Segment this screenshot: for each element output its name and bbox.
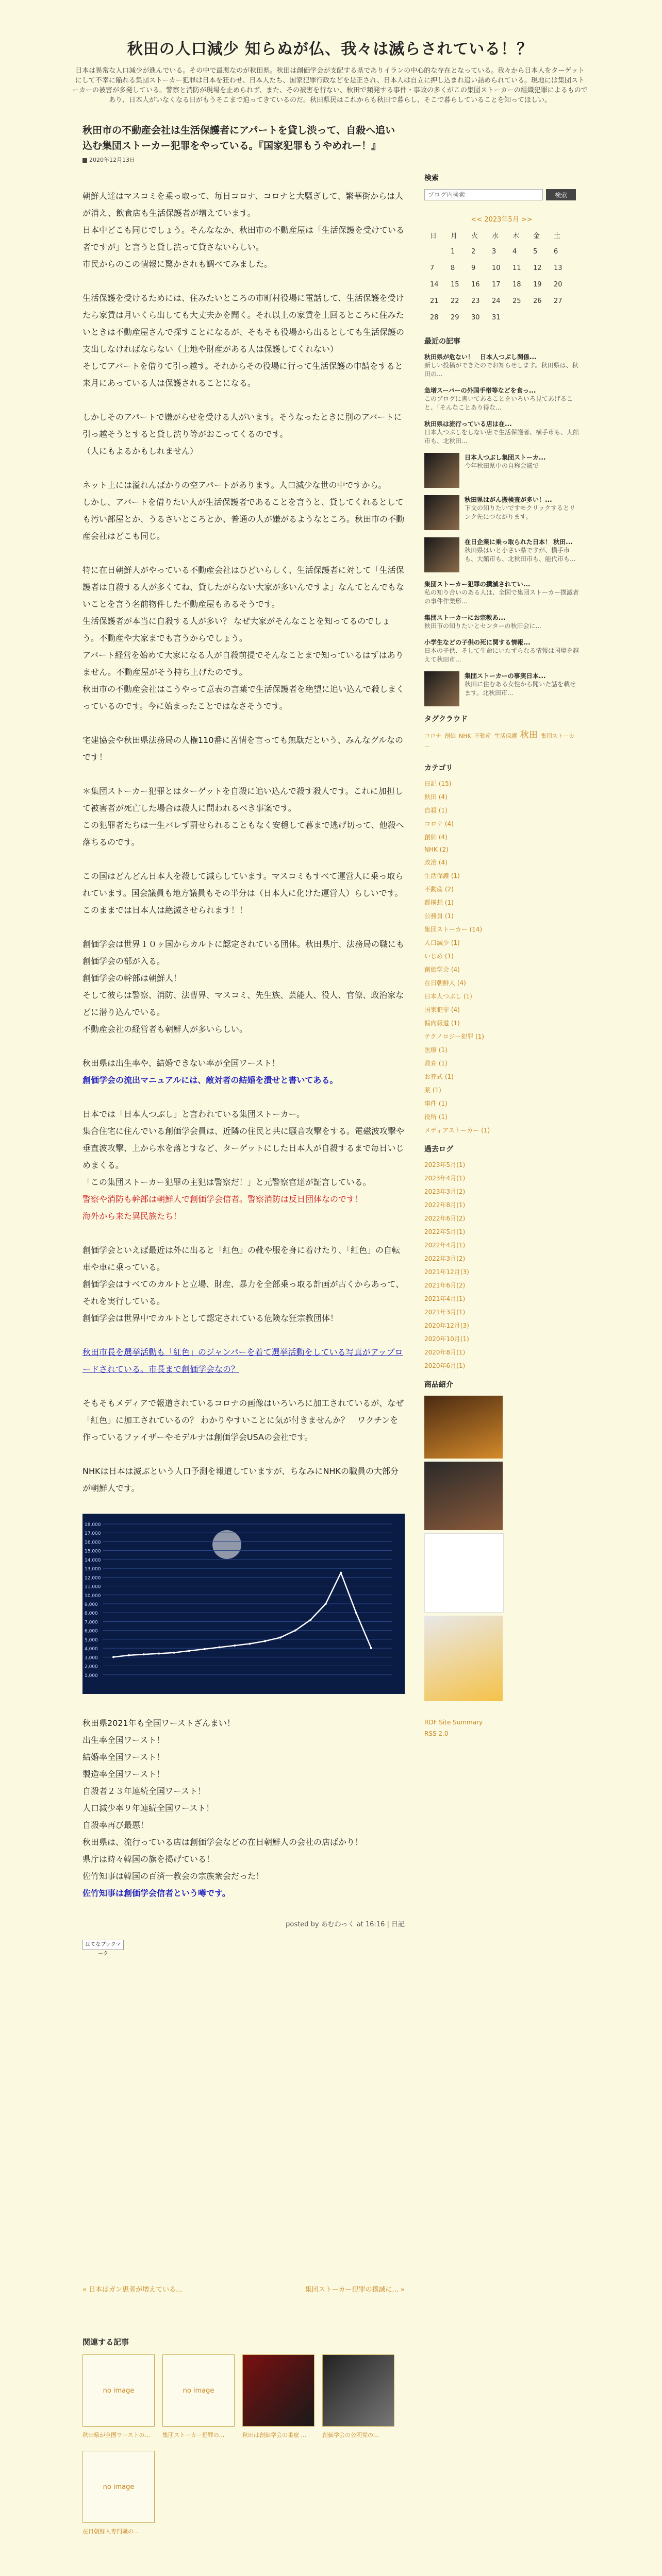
chart-ytick-label: 7,000 [85, 1620, 98, 1625]
archive-item[interactable]: 2023年4月(1) [424, 1175, 466, 1182]
archive-item[interactable]: 2021年6月(2) [424, 1282, 466, 1289]
recent-item[interactable] [424, 580, 579, 606]
entry-line: ネット上には溢れんばかりの空アパートがあります。人口減少な世の中ですから。 [82, 480, 387, 490]
chart-ytick-label: 5,000 [85, 1637, 98, 1643]
ad-image[interactable] [424, 1616, 503, 1701]
blog-title[interactable]: 秋田の人口減少 知らぬが仏、我々は滅らされている！？ [127, 40, 533, 58]
related-item[interactable] [242, 2354, 315, 2439]
chart-point [355, 1612, 357, 1614]
entry-line: 警察や消防も幹部は朝鮮人で創価学会信者。警察消防は反日団体なのです！ [82, 1194, 363, 1204]
search-form [424, 189, 579, 200]
recent-thumb [424, 537, 459, 572]
category-item[interactable]: 自殺 (1) [424, 807, 448, 814]
calendar-day[interactable]: 25 [512, 297, 521, 305]
next-entry-link[interactable]: 集団ストーカー犯罪の撲滅に... » [305, 2286, 405, 2294]
chart-point [249, 1643, 251, 1645]
entry-date-text: 2020年12月13日 [89, 157, 135, 163]
recent-text: 下文の知りたいですモクリックするとリンク先につながります。 [465, 504, 576, 520]
tag-link[interactable]: 集団ストーカー [424, 733, 575, 750]
entry-line: （人にもよるかもしれません） [82, 446, 198, 456]
calendar-day [553, 309, 574, 326]
entry-line: しかし、アパートを借りたい人が生活保護者であることを言うと、貸してくれるとしても汚い部屋とか、うるさいところとか、普通の人が嫌がるようなところ。秋田市の不動産会社はどこも同じ。 [82, 497, 405, 541]
entry-paragraph [82, 1463, 405, 1497]
calendar-day[interactable]: 31 [492, 313, 501, 321]
entry-body [82, 188, 405, 1902]
category-item[interactable]: 創価学会 (4) [424, 966, 460, 973]
category-item[interactable]: お葬式 (1) [424, 1073, 454, 1080]
archive-item[interactable]: 2020年10月(1) [424, 1335, 469, 1343]
chart-ytick-label: 9,000 [85, 1602, 98, 1607]
entry-line: そしてアパートを借りて引っ越す。それからその役場に行って生活保護の申請をすると来月にあっている人は保護されることになる。 [82, 361, 403, 388]
related-thumb-image [322, 2354, 394, 2427]
calendar-week [429, 276, 574, 293]
calendar-day[interactable]: 22 [451, 297, 459, 305]
calendar-weekday: 金 [533, 232, 540, 240]
recent-title[interactable]: 集団ストーカーにお宗教あ... [424, 614, 506, 621]
chart-ytick-label: 2,000 [85, 1664, 98, 1670]
entry-title: 秋田市の不動産会社は生活保護者にアパートを貸し渋って、自殺へ追い込む集団ストーカー犯罪をやっている。『国家犯罪もうやめれー！』 [82, 125, 395, 151]
entry-line: 創価学会はすべてのカルトと立場、財産、暴力を全部乗っ取る計画が古くからあって、それを実行している。 [82, 1279, 404, 1306]
tag-link[interactable]: NHK [459, 733, 471, 739]
entry-line: 創価学会は世界中でカルトとして認定されている危険な狂宗教団体！ [82, 1313, 339, 1323]
calendar-day[interactable]: 6 [554, 247, 558, 256]
recent-title[interactable]: 急増スーパーの外国手帯等などを食っ... [424, 387, 536, 394]
category-item[interactable]: 集団ストーカー (14) [424, 926, 483, 933]
chart-light-glare [212, 1530, 241, 1559]
related-entries [82, 2336, 405, 2535]
chart-point [112, 1656, 114, 1658]
calendar-day[interactable]: 27 [554, 297, 562, 305]
category-item[interactable]: 日記 (15) [424, 780, 452, 787]
recent-list [424, 352, 579, 706]
recent-title[interactable]: 秋田県が危ない！ 日本人つぶし関係... [424, 353, 537, 361]
entry-footer[interactable]: posted by あむわっく at 16:16 | 日記 [286, 1921, 405, 1928]
recent-text: 秋田県はいと小さい県ですが、横手市も、大館市も、北秋田市も、能代市も... [465, 547, 576, 563]
recent-thumb [424, 671, 459, 706]
category-item[interactable]: 秋田 (4) [424, 793, 448, 801]
chart-ytick-label: 10,000 [85, 1593, 101, 1599]
chart-ytick-label: 18,000 [85, 1522, 101, 1528]
calendar-day[interactable]: 28 [430, 313, 439, 321]
entry-line: この国はどんどん日本人を殺して減らしています。マスコミもすべて運営人に乗っ取られています。国会議員も地方議員もその半分は（日本人に化けた運営人）らしいです。このままでは日本人は絶滅させられます！！ [82, 871, 404, 915]
recent-text: 今年秋田県中の自称会議で [465, 462, 539, 469]
recent-title[interactable]: 集団ストーカー犯罪の撲滅されてい... [424, 581, 531, 588]
entry-line: 佐竹知事は韓国の百済一教会の宗族衆会だった！ [82, 1871, 264, 1881]
entry-paragraph [82, 562, 405, 715]
calendar-day[interactable]: 23 [471, 297, 480, 305]
calendar-day[interactable]: 17 [492, 280, 501, 289]
related-thumb: no image [162, 2354, 235, 2427]
category-item[interactable]: 生活保護 (1) [424, 872, 460, 879]
chart-ytick-label: 12,000 [85, 1575, 101, 1581]
calendar-week [429, 243, 574, 260]
recent-title[interactable]: 小学生などの子供の死に関する情報... [424, 639, 531, 646]
archive-item[interactable]: 2020年8月(1) [424, 1349, 466, 1356]
recent-text: このブログに書いてあることをいろいろ見てあげること、「そんなことあり得な... [424, 395, 573, 411]
entry-line: 創価学会の流出マニュアルには、敵対者の結婚を潰せと書いてある。 [82, 1075, 338, 1085]
calendar-weekdays [429, 227, 574, 243]
entry-line: 集合住宅に住んでいる創価学会員は、近隣の住民と共に騒音攻撃をする。電磁波攻撃や垂直波攻撃、上から水を落とすなど、ターゲットにした日本人が自殺するまで毎日いじめまくる。 [82, 1126, 405, 1170]
category-item[interactable]: 創価 (4) [424, 834, 448, 841]
calendar-day[interactable]: 26 [533, 297, 542, 305]
calendar-table [429, 227, 574, 326]
entry-date [82, 156, 405, 164]
entry-paragraph [82, 1242, 405, 1327]
chart-point [158, 1652, 160, 1654]
category-item[interactable]: コロナ (4) [424, 820, 454, 827]
entry-line: 日本中どこも同じでしょう。そんななか、秋田市の不動産屋は「生活保護を受けている者ですが」と言うと貸し渋って貸さないらしい。 [82, 225, 405, 252]
calendar-day[interactable]: 3 [492, 247, 496, 256]
entry-line: そして彼らは警察、消防、法曹界、マスコミ、先生族、芸能人、役人、官僚、政治家などに潜り込んでいる。 [82, 990, 404, 1017]
calendar-day[interactable]: 11 [512, 264, 521, 272]
related-label: 秋田県が全国ワーストの... [82, 2432, 150, 2438]
ad-image[interactable] [424, 1396, 503, 1459]
chart-point [143, 1653, 145, 1655]
chart-ytick-label: 15,000 [85, 1549, 101, 1554]
category-item[interactable]: 薬 (1) [424, 1087, 441, 1094]
entry-line: 宅建協会や秋田県法務局の人権110番に苦情を言っても無駄だという、みんなグルなのです！ [82, 735, 404, 762]
entry-paragraph [82, 732, 405, 766]
chart-ytick-label: 3,000 [85, 1655, 98, 1661]
chart-point [127, 1654, 129, 1656]
recent-item[interactable] [424, 613, 579, 631]
related-label: 創価学会の公明党の... [322, 2432, 379, 2438]
category-item[interactable]: 公務員 (1) [424, 912, 454, 920]
category-item[interactable]: 都構想 (1) [424, 899, 454, 906]
entry-line: 創価学会は世界１０ヶ国からカルトに認定されている団体。秋田県庁、法務局の職にも創価学会の部が入る。 [82, 939, 405, 966]
entry-line: 不動産会社の経営者も朝鮮人が多いらしい。 [82, 1024, 248, 1034]
category-item[interactable]: 偏向報道 (1) [424, 1020, 460, 1027]
tag-link[interactable]: コロナ [424, 733, 441, 739]
recent-item[interactable] [424, 419, 579, 446]
tag-cloud [424, 730, 579, 752]
chart-point [309, 1619, 311, 1621]
calendar-day[interactable]: 13 [554, 264, 562, 272]
recent-text: 日本人つぶしをしない店で生活保護者、横手市も、大館市も、北秋田... [424, 429, 580, 445]
entry-paragraph [82, 1395, 405, 1446]
category-list [424, 779, 579, 1134]
chart-ytick-label: 8,000 [85, 1611, 98, 1617]
archive-item[interactable]: 2021年4月(1) [424, 1295, 466, 1302]
calendar-day[interactable]: 21 [430, 297, 439, 305]
archive-item[interactable]: 2022年4月(1) [424, 1242, 466, 1249]
category-item[interactable]: 役所 (1) [424, 1113, 448, 1121]
hatena-bookmark-button[interactable]: はてなブックマーク [82, 1940, 124, 1950]
category-item[interactable]: 事件 (1) [424, 1100, 448, 1107]
calendar-day[interactable]: 19 [533, 280, 542, 289]
blog-description: 日本は異常な人口減少が進んでいる。その中で最悪なのが秋田県。秋田は創価学会が支配する県でありイランの中心的な存在となっている。我々から日本人をターゲットにして不幸に陥れる集団ストーカー犯罪は日本を狂わせ、日本人たち、国家犯罪行政などを是正され、日本人は自立に押し込まれ追い詰められている。現地には集団ストーカーの被害が多発している。警察と消防が現場を止められず、また、その被害を行ない、秋田で頻発する事件・事故の多くがこの集団ストーカーの組織犯罪によるものであり、日本人がいなくなる日がもうそこまで迫ってきているのだ。秋田県民はこれからも秋田で暮らし、そこで暮らしていることを知ってほしい。 [72, 67, 588, 104]
calendar-weekday: 火 [471, 232, 478, 240]
category-item[interactable]: いじめ (1) [424, 953, 454, 960]
entry-line: アパート経営を始めて大家になる人が自殺前提でそんなことまで知っているはずはありません。不動産屋がそう持ち上げたのです。 [82, 650, 404, 677]
category-item[interactable]: 政治 (4) [424, 859, 448, 866]
entry-line: 秋田市の不動産会社はこうやって意表の言葉で生活保護者を絶望に追い込んで殺しまくっているのです。今に始まったことではなさそうです。 [82, 684, 405, 711]
archive-item[interactable]: 2021年12月(3) [424, 1268, 469, 1276]
recent-item[interactable] [424, 386, 579, 412]
entry-line: 生活保護を受けるためには、住みたいところの市町村役場に電話して、生活保護を受けたら家賃は月いくら出しても大丈夫かを聞く。それ以上の家賃を上回るところに住みたいときは不動産屋さんで探すことになるが、そもそも役場から出るとしても生活保護の支出しなければならない（土地や財産がある人は保護してくれない） [82, 293, 405, 354]
recent-item[interactable] [424, 671, 579, 706]
population-chart [82, 1514, 405, 1694]
related-label: 在日朝鮮人専門職の... [82, 2528, 139, 2535]
category-item[interactable]: メディアストーカー (1) [424, 1127, 490, 1134]
recent-text: 日本の子供、そして生命にいたずらなる情報は国境を越えて秋田市... [424, 647, 580, 663]
calendar-day[interactable]: 2 [471, 247, 476, 256]
entry-line: 秋田県は出生率や、結婚できない率が全国ワースト！ [82, 1058, 280, 1068]
archive-heading: 過去ログ [424, 1145, 453, 1154]
calendar-day[interactable]: 18 [512, 280, 521, 289]
calendar-week [429, 293, 574, 309]
archive-item[interactable]: 2020年12月(3) [424, 1322, 469, 1329]
entry-line: 秋田県2021年も全国ワーストざんまい！ [82, 1718, 235, 1728]
recent-title[interactable]: 秋田県はがん搬検査が多い！... [465, 496, 552, 503]
related-item[interactable] [322, 2354, 394, 2439]
recent-thumb [424, 495, 459, 530]
entry-line: 秋田県は、流行っている店は創価学会などの在日朝鮮人の会社の店ばかり！ [82, 1837, 363, 1847]
chart-ytick-label: 11,000 [85, 1584, 101, 1590]
ad-image[interactable] [424, 1533, 504, 1613]
archive-list [424, 1160, 579, 1370]
archive-item[interactable]: 2023年5月(1) [424, 1161, 466, 1168]
chart-point [325, 1603, 327, 1605]
related-item[interactable] [82, 2354, 155, 2439]
recent-item[interactable] [424, 638, 579, 664]
recent-item[interactable] [424, 352, 579, 379]
entry-line: 製造率全国ワースト！ [82, 1769, 165, 1779]
calendar-weekday: 日 [430, 232, 437, 240]
entry-line: 自殺者２３年連続全国ワースト！ [82, 1786, 206, 1796]
chart-ytick-label: 1,000 [85, 1673, 98, 1679]
category-item[interactable]: 日本人つぶし (1) [424, 993, 472, 1000]
recent-item[interactable] [424, 453, 579, 488]
tag-link[interactable]: 秋田 [520, 730, 538, 740]
calendar-day[interactable]: 10 [492, 264, 501, 272]
calendar-day[interactable]: 29 [451, 313, 459, 321]
chart-point [234, 1645, 236, 1647]
search-heading: 検索 [424, 174, 439, 182]
archive-item[interactable]: 2023年3月(2) [424, 1188, 466, 1195]
entry-line: 特に在日朝鮮人がやっている不動産会社はひどいらしく、生活保護者に対して「生活保護者は自殺する人が多くてね、貸したがらない大家が多いんですよ」なんてとんでもないことを言う名前物件した不動産屋もあるそうです。 [82, 565, 405, 609]
recent-item[interactable] [424, 537, 579, 572]
calendar-day [429, 243, 450, 260]
feed-links [424, 1717, 579, 1739]
entry-paragraph [82, 409, 405, 460]
related-thumb-image [242, 2354, 315, 2427]
calendar-day[interactable]: 7 [430, 264, 435, 272]
category-item[interactable]: 不動産 (2) [424, 886, 454, 893]
archive-item[interactable]: 2022年5月(1) [424, 1228, 466, 1235]
chart-point [294, 1630, 296, 1632]
entry-line: 朝鮮人達はマスコミを乗っ取って、毎日コロナ、コロナと大騒ぎして、繁華街からは人が消え、飲食店も生活保護者が増えています。 [82, 191, 404, 218]
archive-item[interactable]: 2022年3月(2) [424, 1255, 466, 1262]
search-button[interactable]: 検索 [546, 189, 576, 200]
chart-series-line [113, 1573, 371, 1657]
calendar-icon [82, 158, 87, 163]
chart-ytick-label: 17,000 [85, 1531, 101, 1537]
entry-line: 創価学会の幹部は朝鮮人！ [82, 973, 182, 983]
recent-text: 新しい投稿ができたのでお知らせします。秋田県は、秋田の... [424, 362, 578, 378]
entry-line: 出生率全国ワースト！ [82, 1735, 165, 1745]
recent-title[interactable]: 集団ストーカーの事実日本... [465, 672, 546, 680]
sidebar [424, 173, 579, 1739]
chart-point [370, 1647, 372, 1649]
recent-title[interactable]: 秋田県は流行っている店は在... [424, 420, 512, 428]
chart-point [279, 1636, 282, 1638]
calendar-day[interactable]: 12 [533, 264, 542, 272]
category-item[interactable]: 人口減少 (1) [424, 939, 460, 946]
search-input[interactable] [424, 189, 543, 200]
related-heading: 関連する記事 [82, 2337, 129, 2347]
paragraphs [82, 188, 405, 1497]
archive-item[interactable]: 2021年3月(1) [424, 1309, 466, 1316]
related-thumb: no image [82, 2354, 155, 2427]
entry-line: NHKは日本は滅ぶという人口予測を報道していますが、ちなみにNHKの職員の大部分が朝鮮人です。 [82, 1466, 399, 1493]
entry-paragraph [82, 1106, 405, 1225]
entry-line: 市民からのこの情報に驚かされも調べてみました。 [82, 259, 273, 269]
calendar-day [512, 309, 533, 326]
calendar-day[interactable]: 15 [451, 280, 459, 289]
entry-paragraph [82, 1344, 405, 1378]
recent-title[interactable]: 日本人つぶし集団ストーカ... [465, 454, 546, 461]
calendar-day[interactable]: 14 [430, 280, 439, 289]
category-item[interactable]: 教育 (1) [424, 1060, 448, 1067]
calendar-day[interactable]: 1 [451, 247, 455, 256]
calendar-weekday: 土 [554, 232, 561, 240]
entry-line: この犯罪者たちは一生バレず罰せられることもなく安穏して暮まで逃げ切って、他殺へ落ちるのです。 [82, 820, 404, 847]
calendar-day [533, 309, 553, 326]
category-item[interactable]: 国家犯罪 (4) [424, 1006, 460, 1013]
ad-list [424, 1396, 579, 1701]
prev-entry-link[interactable]: « 日本はガン患者が増えている... [82, 2286, 183, 2294]
tag-link[interactable]: 不動産 [474, 733, 491, 739]
related-item[interactable] [82, 2451, 155, 2535]
tag-link[interactable]: 創価 [444, 733, 456, 739]
recent-heading: 最近の記事 [424, 337, 460, 346]
category-item[interactable]: NHK (2) [424, 846, 449, 853]
entry-line: 自殺率再び最悪！ [82, 1820, 149, 1830]
rss-link[interactable]: RSS 2.0 [424, 1730, 449, 1737]
archive-item[interactable]: 2022年6月(2) [424, 1215, 466, 1222]
entry-line: 佐竹知事は創価学会信者という噂です。 [82, 1888, 230, 1898]
after-chart-text [82, 1715, 405, 1902]
calendar-day[interactable]: 16 [471, 280, 480, 289]
entry-line: ＊集団ストーカー犯罪とはターゲットを自殺に追い込んで殺す殺人です。これに加担して被害者が死亡した場合は殺人に問われるべき事案です。 [82, 786, 403, 813]
recent-text: 秋田市の知りたいとセンターの秋田会に... [424, 622, 541, 630]
calendar-day[interactable]: 20 [554, 280, 562, 289]
category-item[interactable]: 在日朝鮮人 (4) [424, 979, 466, 987]
calendar-week [429, 309, 574, 326]
entry-paragraph [82, 1715, 405, 1902]
calendar [424, 214, 579, 326]
category-item[interactable]: 医療 (1) [424, 1046, 448, 1054]
entry-paragraph [82, 783, 405, 851]
entry-line: 県庁は時々韓国の旗を掲げている！ [82, 1854, 215, 1864]
calendar-week [429, 260, 574, 276]
entry-line: 日本では「日本人つぶし」と言われている集団ストーカー。 [82, 1109, 305, 1119]
chart-ytick-label: 4,000 [85, 1647, 98, 1652]
chart-point [340, 1572, 342, 1574]
calendar-day[interactable]: 5 [533, 247, 538, 256]
tags-heading: タグクラウド [424, 715, 468, 723]
chart-point [188, 1650, 190, 1652]
chart-ytick-label: 16,000 [85, 1540, 101, 1546]
chart-svg [82, 1514, 405, 1694]
archive-item[interactable]: 2020年6月(1) [424, 1362, 466, 1369]
entry-line: そもそもメディアで報道されているコロナの画像はいろいろに加工されているが、なぜ「紅色」に加工されているの？ わかりやすいことに気が付きませんか？ ワクチンを作っているファイザーやモデルナは創価学会USAの会社です。 [82, 1398, 404, 1442]
chart-point [203, 1648, 205, 1650]
chart-point [219, 1646, 221, 1648]
calendar-day[interactable]: 30 [471, 313, 480, 321]
ad-image[interactable] [424, 1462, 503, 1530]
entry-line: 生活保護者が本当に自殺する人が多い？ なぜ大家がそんなことを知ってるのでしょう。不動産や大家までも言うからでしょう。 [82, 616, 391, 643]
calendar-weekday: 月 [451, 232, 458, 240]
category-item[interactable]: テクノロジー犯罪 (1) [424, 1033, 485, 1040]
related-label: 集団ストーカー犯罪の... [162, 2432, 225, 2438]
entry-paragraph [82, 868, 405, 919]
recent-title[interactable]: 在日企業に乗っ取られた日本！ 秋田... [465, 538, 573, 546]
calendar-day[interactable]: 9 [471, 264, 476, 272]
category-heading: カテゴリ [424, 764, 453, 772]
entry-paragraph [82, 1055, 405, 1089]
recent-text: 秋田に住むある女性から聞いた話を載せます。北秋田市... [465, 681, 576, 697]
entry-line: 創価学会といえば最近は外に出ると「紅色」の靴や服を身に着けたり、「紅色」の自転車や車に乗っている。 [82, 1245, 401, 1272]
calendar-month[interactable]: << 2023年5月 >> [471, 216, 533, 224]
entry-line: 人口減少率９年連続全国ワースト！ [82, 1803, 214, 1813]
entry-line: 海外から来た異民族たち！ [82, 1211, 182, 1221]
recent-text: 私の知り合いのある人は、全国で集団ストーカー撲滅者の事件作業形... [424, 589, 579, 605]
entry-line: 結婚率全国ワースト！ [82, 1752, 165, 1762]
calendar-day[interactable]: 24 [492, 297, 501, 305]
calendar-day[interactable]: 8 [451, 264, 455, 272]
chart-ytick-label: 6,000 [85, 1629, 98, 1634]
entry-paragraph [82, 936, 405, 1038]
related-label: 秋田は創価学会の巣窟 ... [242, 2432, 306, 2438]
calendar-weekday: 水 [492, 232, 499, 240]
entry-line: しかしそのアパートで嫌がらせを受ける人がいます。そうなったときに別のアパートに引っ越そうとすると貸し渋り等がおこってくるのです。 [82, 412, 402, 439]
related-item[interactable] [162, 2354, 235, 2439]
related-thumb: no image [82, 2451, 155, 2523]
tag-link[interactable]: 生活保護 [494, 733, 517, 739]
entry-paragraph [82, 290, 405, 392]
chart-ytick-label: 14,000 [85, 1557, 101, 1563]
entry [82, 123, 405, 1957]
entry-paragraph [82, 188, 405, 273]
calendar-weekday: 木 [512, 232, 520, 240]
entry-line: 「この集団ストーカー犯罪の主犯は警察だ！」と元警察官達が証言している。 [82, 1177, 371, 1187]
archive-item[interactable]: 2022年8月(1) [424, 1201, 466, 1209]
ad-heading: 商品紹介 [424, 1381, 453, 1389]
recent-item[interactable] [424, 495, 579, 530]
entry-paragraph [82, 477, 405, 545]
entry-line: 秋田市長を選挙活動も「紅色」のジャンパーを着て選挙活動をしている写真がアップロードされている。市長まで創価学会なの？ [82, 1347, 403, 1374]
chart-point [173, 1652, 175, 1654]
rdf-link[interactable]: RDF Site Summary [424, 1719, 483, 1726]
chart-ytick-label: 13,000 [85, 1567, 101, 1572]
calendar-day[interactable]: 4 [512, 247, 517, 256]
chart-point [264, 1640, 266, 1642]
blog-header [72, 36, 588, 105]
recent-thumb [424, 453, 459, 488]
